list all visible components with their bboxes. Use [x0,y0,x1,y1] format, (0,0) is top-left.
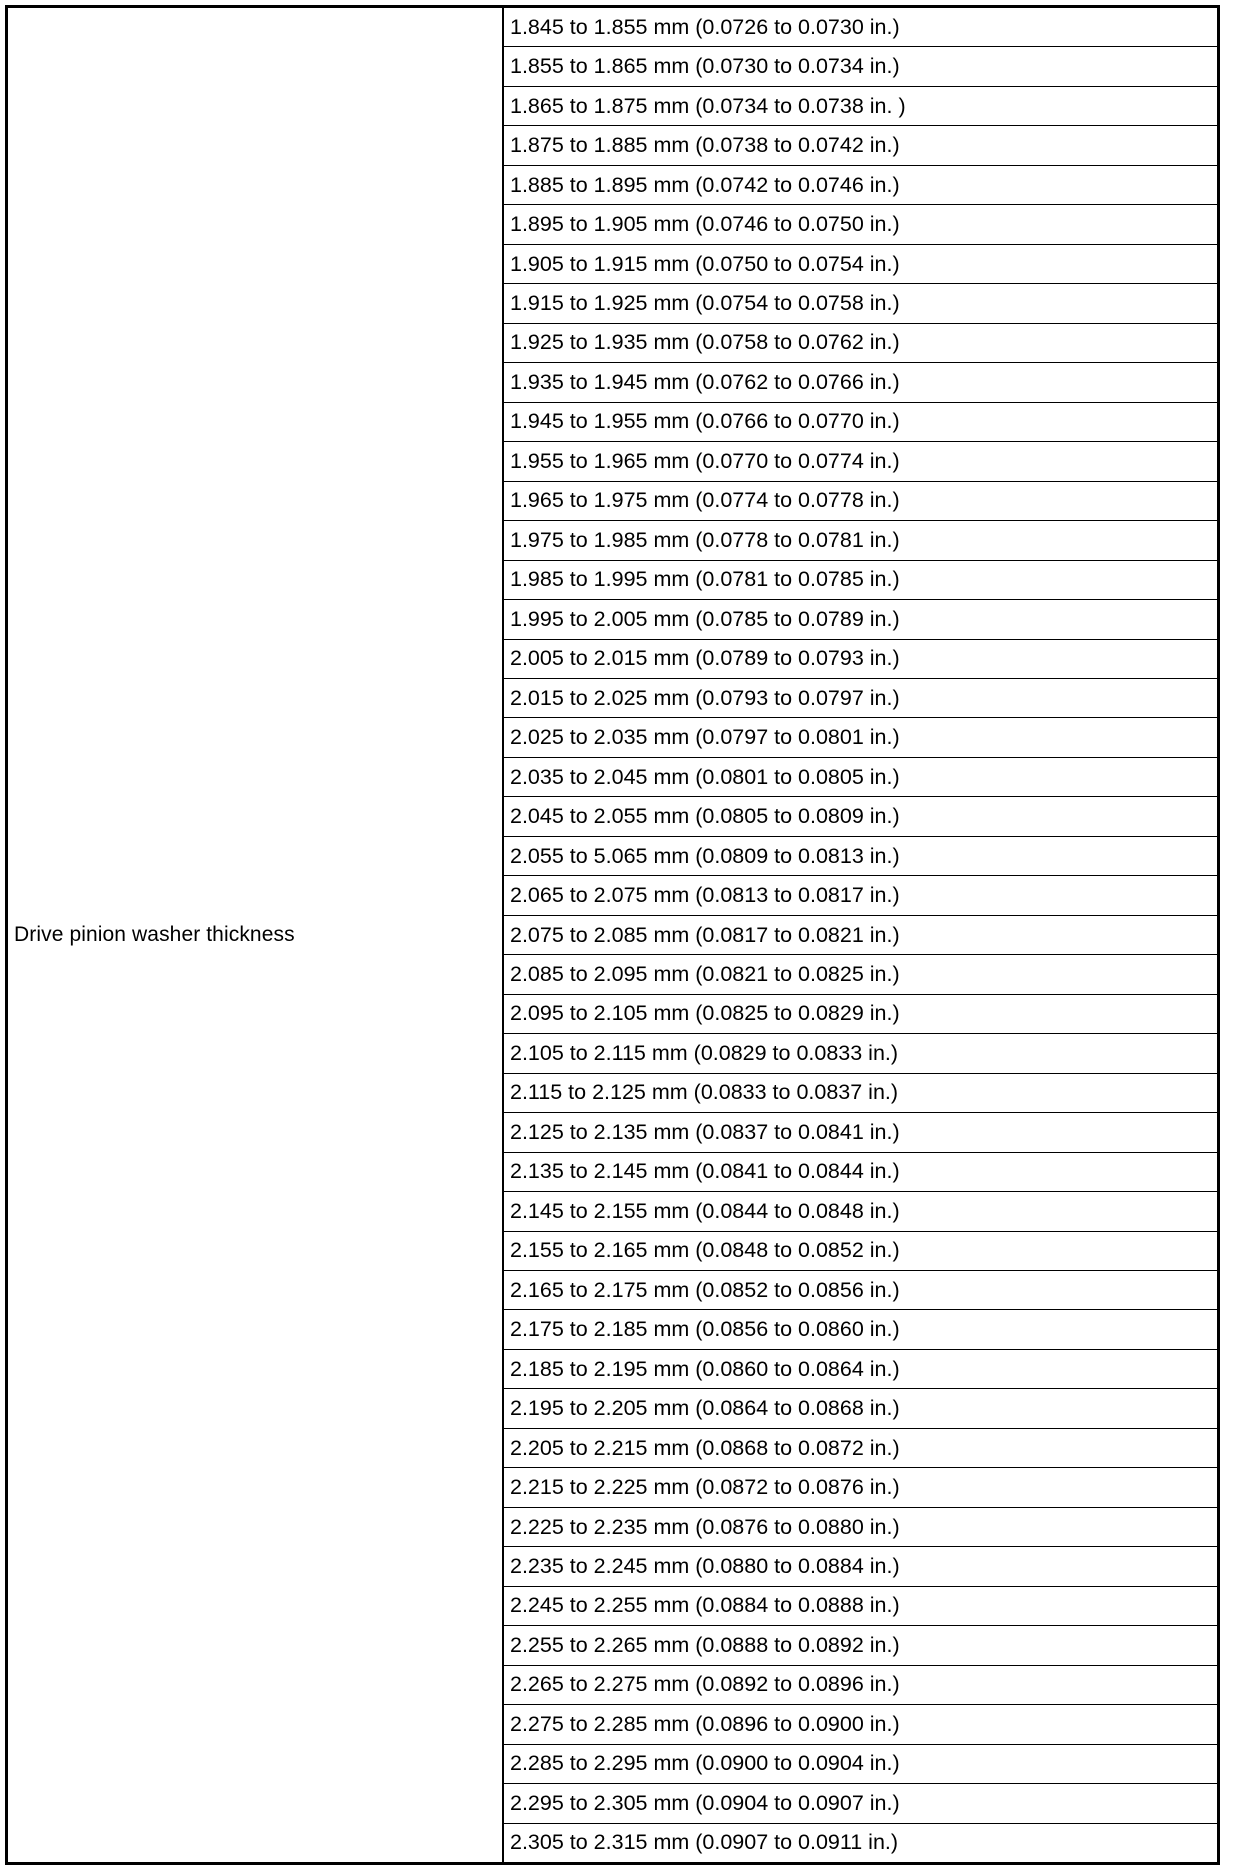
table-row [504,1153,1217,1192]
table-row [504,482,1217,521]
table-row [504,1113,1217,1152]
table-row [504,955,1217,994]
table-row [504,1587,1217,1626]
table-row [504,1508,1217,1547]
spec-label-cell [8,8,504,1862]
table-cell-value: 2.275 to 2.285 mm (0.0896 to 0.0900 in.) [510,1711,900,1736]
table-cell-value: 1.855 to 1.865 mm (0.0730 to 0.0734 in.) [510,54,900,79]
table-cell-value: 1.935 to 1.945 mm (0.0762 to 0.0766 in.) [510,369,900,394]
table-row [504,837,1217,876]
table-row [504,87,1217,126]
table-cell-value: 2.155 to 2.165 mm (0.0848 to 0.0852 in.) [510,1238,900,1263]
table-cell-value: 2.075 to 2.085 mm (0.0817 to 0.0821 in.) [510,922,900,947]
spec-label: Drive pinion washer thickness [14,923,295,946]
table-row [504,1310,1217,1349]
table-row [504,284,1217,323]
table-row [504,1350,1217,1389]
table-cell-value: 2.035 to 2.045 mm (0.0801 to 0.0805 in.) [510,764,900,789]
table-cell-value: 2.065 to 2.075 mm (0.0813 to 0.0817 in.) [510,883,900,908]
table-cell-value: 1.945 to 1.955 mm (0.0766 to 0.0770 in.) [510,409,900,434]
table-row [504,1547,1217,1586]
table-cell-value: 2.125 to 2.135 mm (0.0837 to 0.0841 in.) [510,1119,900,1144]
table-row [504,245,1217,284]
table-row [504,718,1217,757]
table-row [504,324,1217,363]
table-cell-value: 2.115 to 2.125 mm (0.0833 to 0.0837 in.) [510,1080,899,1105]
table-row [504,1429,1217,1468]
spec-values-column [504,8,1217,1862]
table-cell-value: 1.995 to 2.005 mm (0.0785 to 0.0789 in.) [510,606,900,631]
table-cell-value: 2.025 to 2.035 mm (0.0797 to 0.0801 in.) [510,725,900,750]
table-row [504,1074,1217,1113]
table-cell-value: 2.045 to 2.055 mm (0.0805 to 0.0809 in.) [510,804,900,829]
table-cell-value: 2.255 to 2.265 mm (0.0888 to 0.0892 in.) [510,1632,900,1657]
table-row [504,1784,1217,1823]
table-cell-value: 2.215 to 2.225 mm (0.0872 to 0.0876 in.) [510,1475,900,1500]
table-row [504,1192,1217,1231]
table-cell-value: 2.245 to 2.255 mm (0.0884 to 0.0888 in.) [510,1593,900,1618]
table-row [504,1389,1217,1428]
table-row [504,758,1217,797]
table-row [504,126,1217,165]
table-cell-value: 1.925 to 1.935 mm (0.0758 to 0.0762 in.) [510,330,900,355]
table-cell-value: 2.145 to 2.155 mm (0.0844 to 0.0848 in.) [510,1198,900,1223]
table-row [504,916,1217,955]
table-cell-value: 2.225 to 2.235 mm (0.0876 to 0.0880 in.) [510,1514,900,1539]
table-cell-value: 2.095 to 2.105 mm (0.0825 to 0.0829 in.) [510,1001,900,1026]
table-cell-value: 1.885 to 1.895 mm (0.0742 to 0.0746 in.) [510,172,900,197]
table-cell-value: 1.865 to 1.875 mm (0.0734 to 0.0738 in. ) [510,93,906,118]
table-cell-value: 1.965 to 1.975 mm (0.0774 to 0.0778 in.) [510,488,900,513]
table-row [504,1034,1217,1073]
table-row [504,442,1217,481]
table-cell-value: 1.915 to 1.925 mm (0.0754 to 0.0758 in.) [510,291,900,316]
table-cell-value: 1.875 to 1.885 mm (0.0738 to 0.0742 in.) [510,133,900,158]
table-cell-value: 1.985 to 1.995 mm (0.0781 to 0.0785 in.) [510,567,900,592]
table-row [504,1705,1217,1744]
table-cell-value: 1.895 to 1.905 mm (0.0746 to 0.0750 in.) [510,212,900,237]
table-row [504,1745,1217,1784]
table-cell-value: 2.285 to 2.295 mm (0.0900 to 0.0904 in.) [510,1751,900,1776]
table-cell-value: 2.195 to 2.205 mm (0.0864 to 0.0868 in.) [510,1396,900,1421]
table-row [504,1824,1217,1862]
table-cell-value: 2.135 to 2.145 mm (0.0841 to 0.0844 in.) [510,1159,900,1184]
table-row [504,679,1217,718]
table-cell-value: 2.005 to 2.015 mm (0.0789 to 0.0793 in.) [510,646,900,671]
table-row [504,561,1217,600]
table-row [504,600,1217,639]
table-row [504,1232,1217,1271]
table-cell-value: 1.955 to 1.965 mm (0.0770 to 0.0774 in.) [510,448,900,473]
table-cell-value: 2.165 to 2.175 mm (0.0852 to 0.0856 in.) [510,1277,900,1302]
table-cell-value: 2.265 to 2.275 mm (0.0892 to 0.0896 in.) [510,1672,900,1697]
table-cell-value: 2.055 to 5.065 mm (0.0809 to 0.0813 in.) [510,843,900,868]
table-cell-value: 1.975 to 1.985 mm (0.0778 to 0.0781 in.) [510,527,900,552]
table-row [504,521,1217,560]
table-row [504,1271,1217,1310]
table-row [504,205,1217,244]
table-cell-value: 2.295 to 2.305 mm (0.0904 to 0.0907 in.) [510,1790,900,1815]
table-row [504,876,1217,915]
table-cell-value: 2.205 to 2.215 mm (0.0868 to 0.0872 in.) [510,1435,900,1460]
table-cell-value: 2.175 to 2.185 mm (0.0856 to 0.0860 in.) [510,1317,900,1342]
table-row [504,797,1217,836]
table-row [504,640,1217,679]
table-cell-value: 2.235 to 2.245 mm (0.0880 to 0.0884 in.) [510,1554,900,1579]
table-row [504,995,1217,1034]
table-cell-value: 1.845 to 1.855 mm (0.0726 to 0.0730 in.) [510,14,900,39]
table-cell-value: 1.905 to 1.915 mm (0.0750 to 0.0754 in.) [510,251,900,276]
table-row [504,363,1217,402]
table-row [504,1666,1217,1705]
table-row [504,1626,1217,1665]
table-row [504,166,1217,205]
spec-table [5,5,1220,1865]
table-cell-value: 2.015 to 2.025 mm (0.0793 to 0.0797 in.) [510,685,900,710]
table-cell-value: 2.105 to 2.115 mm (0.0829 to 0.0833 in.) [510,1040,899,1065]
table-row [504,47,1217,86]
table-cell-value: 2.085 to 2.095 mm (0.0821 to 0.0825 in.) [510,961,900,986]
table-cell-value: 2.185 to 2.195 mm (0.0860 to 0.0864 in.) [510,1356,900,1381]
table-row [504,1468,1217,1507]
table-row [504,8,1217,47]
table-cell-value: 2.305 to 2.315 mm (0.0907 to 0.0911 in.) [510,1830,899,1855]
table-row [504,403,1217,442]
